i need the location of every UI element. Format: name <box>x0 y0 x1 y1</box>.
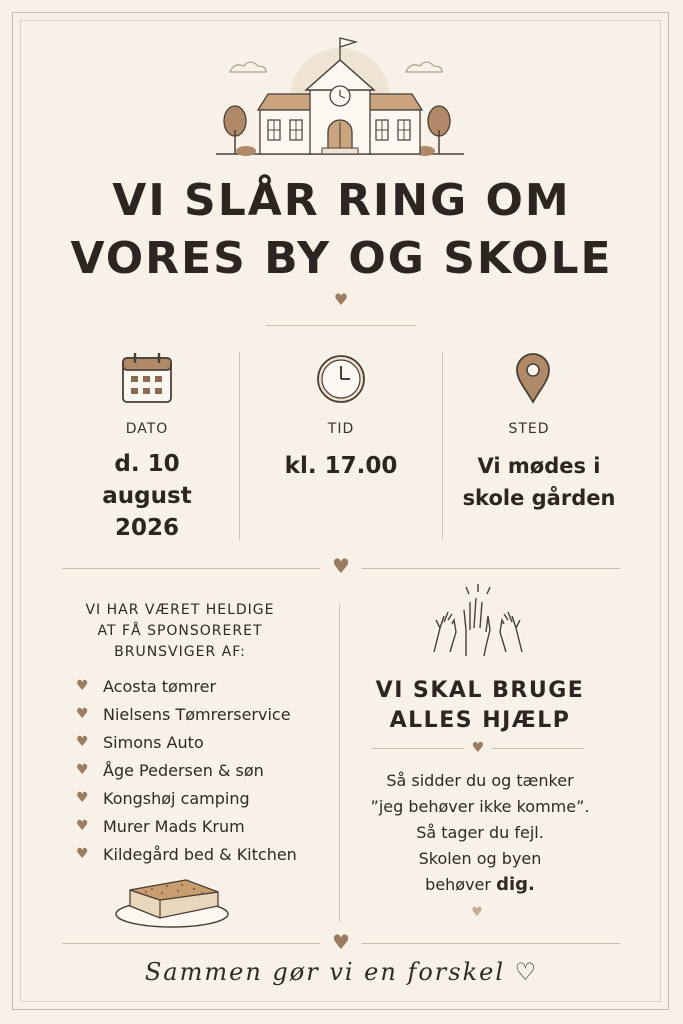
middle-divider-left <box>62 568 320 569</box>
footer-divider-left <box>62 943 320 944</box>
list-item <box>76 728 336 756</box>
heart-bullet-icon: ♥ <box>76 734 89 750</box>
cake-illustration-icon <box>112 872 232 930</box>
place-label: STED <box>508 421 550 437</box>
calendar-icon <box>121 352 173 404</box>
heart-bullet-icon: ♥ <box>76 762 89 778</box>
date-value-line: 2026 <box>114 515 179 541</box>
sponsor-name: Kongshøj camping <box>103 788 250 808</box>
title-line-1: VI SLÅR RING OM <box>112 175 571 226</box>
heart-bullet-icon: ♥ <box>76 818 89 834</box>
list-item <box>76 672 336 700</box>
time-value-line: kl. 17.00 <box>284 453 398 479</box>
footer-divider-right <box>362 943 620 944</box>
place-value <box>439 450 639 514</box>
time-label: TID <box>327 421 355 437</box>
bottom-divider-vertical <box>339 604 340 922</box>
sponsors-heading-line: AT FÅ SPONSORERET <box>97 623 263 639</box>
title-divider <box>266 325 416 326</box>
help-heading <box>355 676 605 736</box>
sponsors-heading-line: BRUNSVIGER AF: <box>114 644 246 660</box>
sponsor-name: Åge Pedersen & søn <box>103 760 264 780</box>
title-line-2: VORES BY OG SKOLE <box>70 233 613 284</box>
heart-divider-icon: ♥ <box>333 290 349 309</box>
sponsor-name: Murer Mads Krum <box>103 816 245 836</box>
sponsors-heading <box>60 600 300 663</box>
heart-divider-icon: ♥ <box>332 554 350 578</box>
date-label: DATO <box>125 421 169 437</box>
help-divider-right <box>492 748 584 749</box>
sponsor-name: Nielsens Tømrerservice <box>103 704 291 724</box>
help-heading-line: VI SKAL BRUGE <box>375 678 585 703</box>
heart-small-icon: ♥ <box>471 905 483 920</box>
place-value-line: Vi mødes i <box>477 454 601 478</box>
heart-divider-icon: ♥ <box>332 930 350 954</box>
date-value <box>47 448 247 544</box>
time-value <box>241 450 441 482</box>
list-item <box>76 840 336 868</box>
list-item <box>76 784 336 812</box>
heart-bullet-icon: ♥ <box>76 790 89 806</box>
help-message-line: Skolen og byen <box>418 849 542 868</box>
middle-divider-right <box>362 568 620 569</box>
sponsor-list <box>76 672 336 868</box>
heart-bullet-icon: ♥ <box>76 678 89 694</box>
list-item <box>76 756 336 784</box>
help-heading-line: ALLES HJÆLP <box>389 708 571 733</box>
heart-bullet-icon: ♥ <box>76 706 89 722</box>
raised-hands-icon <box>428 580 528 662</box>
list-item <box>76 700 336 728</box>
help-message-line: ”jeg behøver ikke komme”. <box>370 797 590 816</box>
location-pin-icon <box>515 352 551 404</box>
date-value-line: d. 10 <box>114 451 180 477</box>
sponsors-heading-line: VI HAR VÆRET HELDIGE <box>85 602 275 618</box>
list-item <box>76 812 336 840</box>
place-value-line: skole gården <box>462 486 616 510</box>
footer-tagline: Sammen gør vi en forskel ♡ <box>144 958 539 986</box>
date-value-line: august <box>102 483 192 509</box>
heart-divider-icon: ♥ <box>471 740 485 756</box>
sponsor-name: Kildegård bed & Kitchen <box>103 844 297 864</box>
clock-icon <box>315 353 367 405</box>
sponsor-name: Simons Auto <box>103 732 204 752</box>
school-illustration-icon <box>210 30 470 165</box>
sponsor-name: Acosta tømrer <box>103 676 217 696</box>
help-message <box>355 768 605 898</box>
help-message-emphasis: dig. <box>496 874 535 895</box>
help-message-prefix: behøver <box>425 875 497 894</box>
help-message-line <box>355 872 605 898</box>
help-message-line: Så sidder du og tænker <box>386 771 574 790</box>
help-divider-left <box>372 748 464 749</box>
help-message-line: Så tager du fejl. <box>416 823 544 842</box>
heart-bullet-icon: ♥ <box>76 846 89 862</box>
